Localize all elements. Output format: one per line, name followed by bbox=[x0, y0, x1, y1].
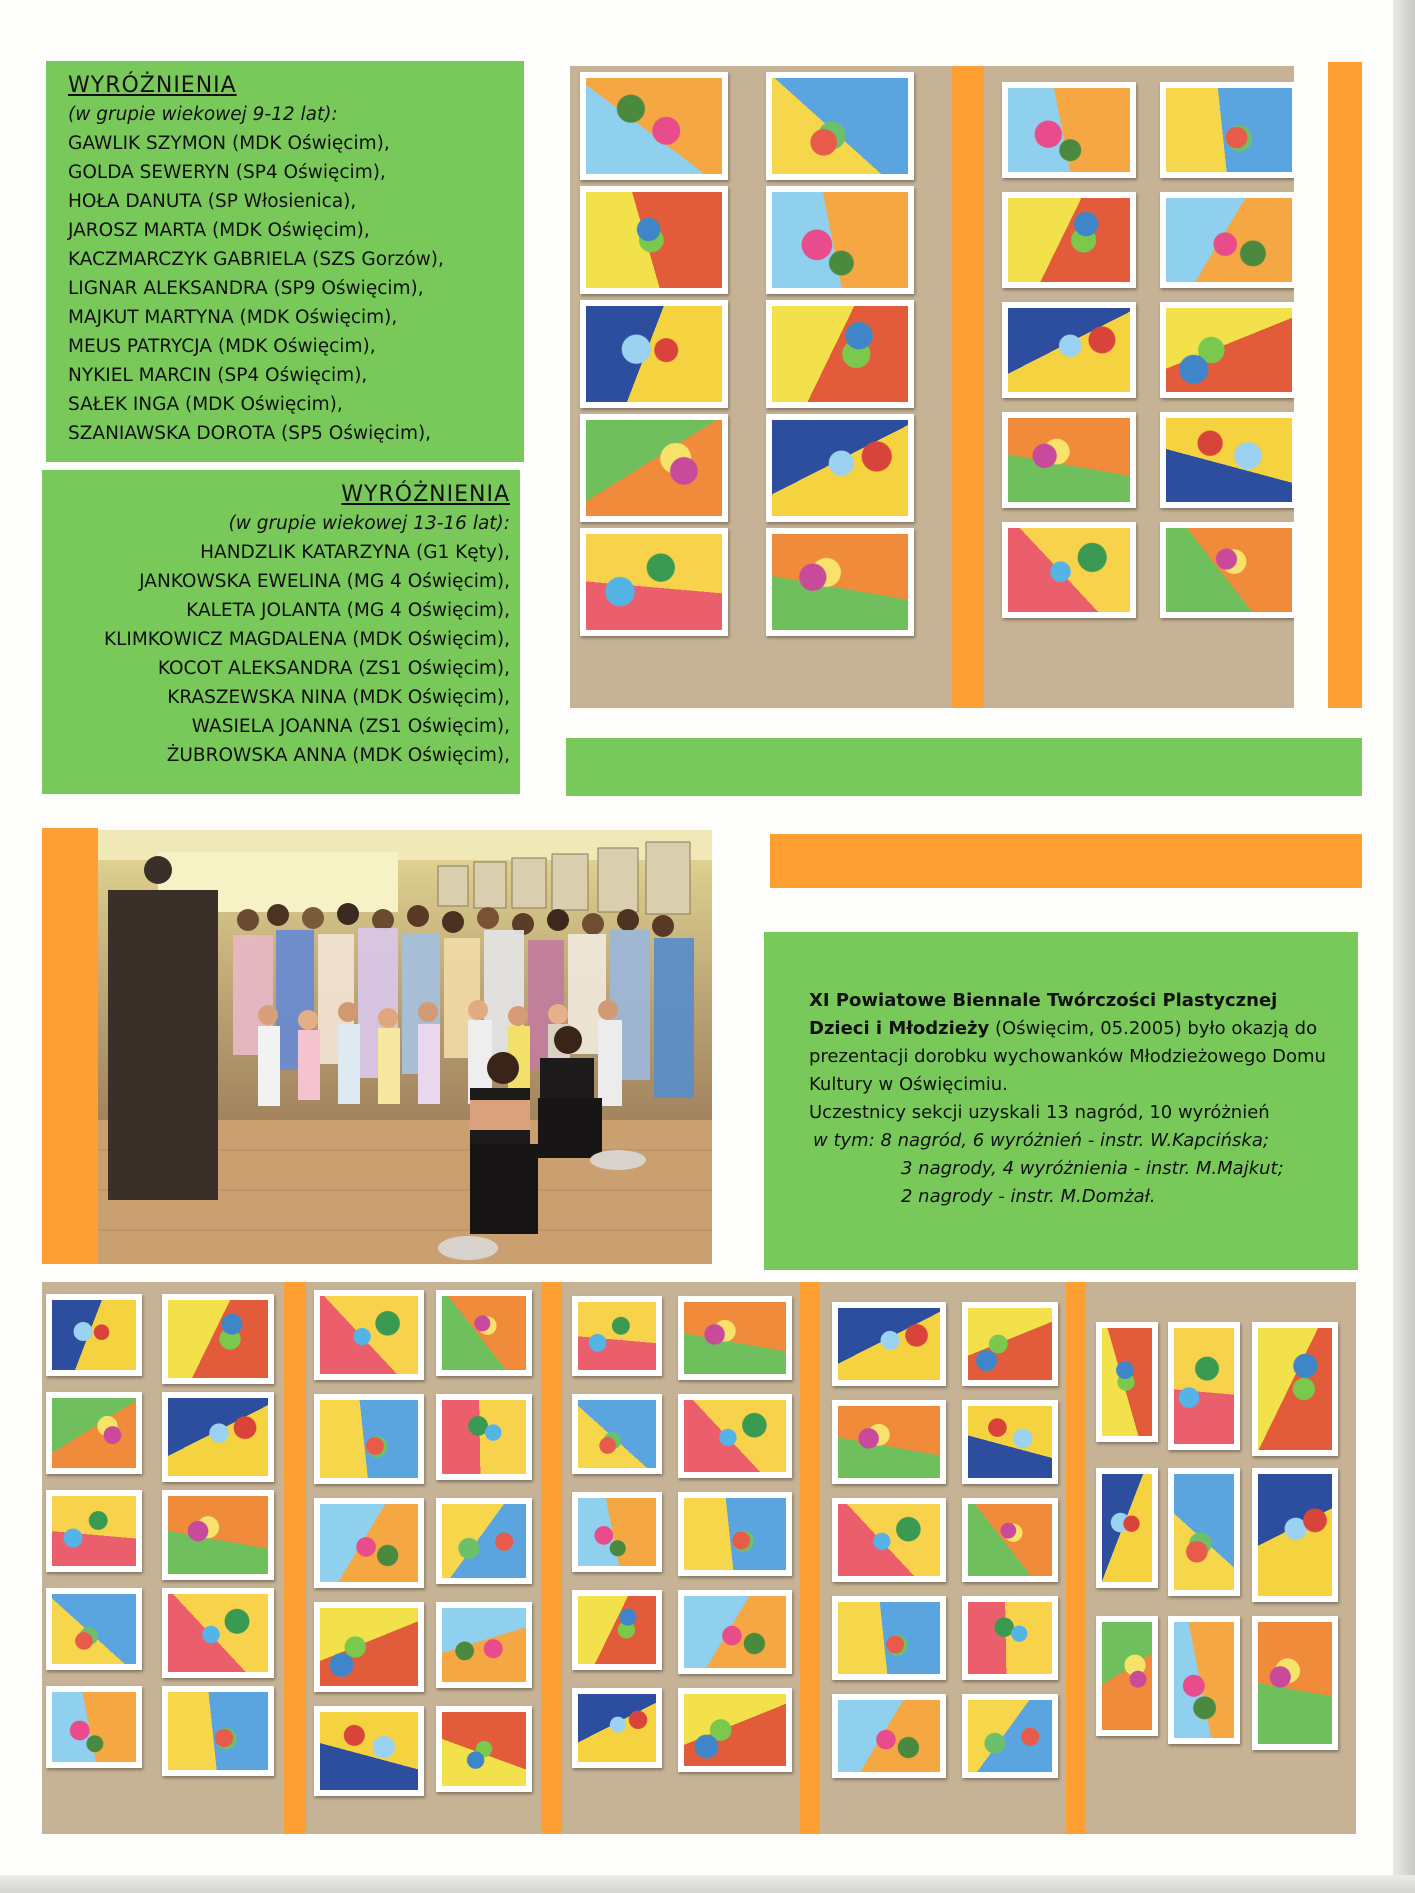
artwork-drawing bbox=[52, 1398, 136, 1468]
artwork-frame bbox=[1002, 522, 1136, 618]
artwork-drawing bbox=[168, 1594, 268, 1672]
artwork-drawing bbox=[442, 1400, 526, 1474]
artwork-frame bbox=[1002, 412, 1136, 508]
artwork-frame bbox=[1160, 82, 1294, 178]
artwork-drawing bbox=[1166, 418, 1292, 502]
artwork-drawing bbox=[838, 1602, 940, 1674]
artwork-frame bbox=[832, 1400, 946, 1484]
artwork-drawing bbox=[968, 1406, 1052, 1478]
artwork-drawing bbox=[1008, 418, 1130, 502]
award-name: KOCOT ALEKSANDRA (ZS1 Oświęcim), bbox=[157, 658, 510, 679]
info-instructor-line: w tym: 8 nagród, 6 wyróżnień - instr. W.Kapcińska; bbox=[813, 1130, 1269, 1151]
info-text: (Oświęcim, 05.2005) było okazją do prezentacji dorobku wychowanków Młodzieżowego Domu Kultury w Oświęcimiu. bbox=[809, 1018, 1326, 1095]
artwork-drawing bbox=[838, 1700, 940, 1772]
orange-bar-mid bbox=[770, 834, 1362, 888]
artwork-drawing bbox=[442, 1504, 526, 1578]
artwork-drawing bbox=[968, 1504, 1052, 1576]
artwork-frame bbox=[580, 186, 728, 294]
artwork-frame bbox=[962, 1302, 1058, 1386]
award-name: GAWLIK SZYMON (MDK Oświęcim), bbox=[68, 133, 390, 154]
award-name: KACZMARCZYK GABRIELA (SZS Gorzów), bbox=[68, 249, 444, 270]
page-edge-shadow bbox=[1393, 0, 1415, 1893]
artwork-frame bbox=[1002, 82, 1136, 178]
artwork-frame bbox=[162, 1588, 274, 1678]
award-name: HOŁA DANUTA (SP Włosienica), bbox=[68, 191, 357, 212]
artwork-frame bbox=[46, 1588, 142, 1670]
awards-panel-9-12 bbox=[46, 61, 524, 462]
award-name: LIGNAR ALEKSANDRA (SP9 Oświęcim), bbox=[68, 278, 424, 299]
artwork-frame bbox=[1160, 302, 1294, 398]
award-name: KALETA JOLANTA (MG 4 Oświęcim), bbox=[186, 600, 510, 621]
artwork-frame bbox=[46, 1392, 142, 1474]
artwork-frame bbox=[580, 300, 728, 408]
artwork-drawing bbox=[772, 534, 908, 630]
artwork-drawing bbox=[320, 1296, 418, 1374]
artwork-drawing bbox=[586, 78, 722, 174]
artwork-drawing bbox=[578, 1694, 656, 1762]
artwork-frame bbox=[314, 1290, 424, 1380]
artwork-frame bbox=[962, 1400, 1058, 1484]
artwork-frame bbox=[962, 1498, 1058, 1582]
artwork-frame bbox=[962, 1596, 1058, 1680]
artwork-drawing bbox=[1008, 88, 1130, 172]
award-name: KLIMKOWICZ MAGDALENA (MDK Oświęcim), bbox=[103, 629, 510, 650]
artwork-drawing bbox=[586, 420, 722, 516]
artwork-drawing bbox=[168, 1692, 268, 1770]
artwork-frame bbox=[766, 300, 914, 408]
artwork-drawing bbox=[1166, 88, 1292, 172]
artwork-frame bbox=[1160, 192, 1294, 288]
artwork-drawing bbox=[1174, 1328, 1234, 1444]
artwork-frame bbox=[314, 1602, 424, 1692]
artwork-frame bbox=[314, 1498, 424, 1588]
artwork-frame bbox=[1002, 302, 1136, 398]
artwork-drawing bbox=[168, 1300, 268, 1378]
artwork-drawing bbox=[442, 1712, 526, 1786]
awards-subheading: (w grupie wiekowej 13-16 lat): bbox=[228, 513, 510, 534]
artwork-drawing bbox=[968, 1602, 1052, 1674]
artwork-frame bbox=[572, 1492, 662, 1572]
artwork-drawing bbox=[838, 1504, 940, 1576]
artwork-frame bbox=[436, 1498, 532, 1584]
artwork-frame bbox=[436, 1706, 532, 1792]
artwork-frame bbox=[1096, 1322, 1158, 1442]
artwork-frame bbox=[1252, 1616, 1338, 1750]
artwork-frame bbox=[678, 1394, 792, 1478]
artwork-drawing bbox=[1102, 1328, 1152, 1436]
artwork-drawing bbox=[1166, 308, 1292, 392]
artwork-frame bbox=[572, 1688, 662, 1768]
artwork-drawing bbox=[1166, 528, 1292, 612]
artwork-frame bbox=[572, 1590, 662, 1670]
artwork-drawing bbox=[578, 1400, 656, 1468]
artwork-frame bbox=[678, 1590, 792, 1674]
artwork-drawing bbox=[772, 306, 908, 402]
artwork-frame bbox=[436, 1290, 532, 1376]
artwork-frame bbox=[678, 1688, 792, 1772]
artwork-frame bbox=[1096, 1468, 1158, 1588]
artwork-frame bbox=[766, 528, 914, 636]
artwork-drawing bbox=[52, 1594, 136, 1664]
artwork-drawing bbox=[320, 1504, 418, 1582]
awards-subheading: (w grupie wiekowej 9-12 lat): bbox=[68, 104, 338, 125]
artwork-frame bbox=[162, 1294, 274, 1384]
artwork-frame bbox=[832, 1302, 946, 1386]
artwork-drawing bbox=[586, 192, 722, 288]
artwork-drawing bbox=[1174, 1474, 1234, 1590]
award-name: NYKIEL MARCIN (SP4 Oświęcim), bbox=[68, 365, 368, 386]
artwork-drawing bbox=[684, 1596, 786, 1668]
orange-bar-right bbox=[1328, 62, 1362, 708]
award-name: MAJKUT MARTYNA (MDK Oświęcim), bbox=[68, 307, 398, 328]
artwork-frame bbox=[572, 1394, 662, 1474]
info-title: XI Powiatowe Biennale Twórczości Plastycznej Dzieci i Młodzieży bbox=[809, 990, 1278, 1039]
artwork-drawing bbox=[1008, 308, 1130, 392]
artwork-drawing bbox=[320, 1712, 418, 1790]
info-instructor-line: 3 nagrody, 4 wyróżnienia - instr. M.Majkut; bbox=[901, 1158, 1284, 1179]
awards-panel-13-16 bbox=[42, 470, 520, 794]
awards-heading: WYRÓŻNIENIA bbox=[341, 482, 510, 507]
award-name: JAROSZ MARTA (MDK Oświęcim), bbox=[68, 220, 370, 241]
artwork-frame bbox=[46, 1294, 142, 1376]
award-name: HANDZLIK KATARZYNA (G1 Kęty), bbox=[200, 542, 510, 563]
artwork-frame bbox=[766, 72, 914, 180]
artwork-drawing bbox=[1174, 1622, 1234, 1738]
artwork-frame bbox=[1096, 1616, 1158, 1736]
orange-post-left bbox=[42, 828, 98, 1264]
artwork-frame bbox=[1252, 1468, 1338, 1602]
artwork-drawing bbox=[578, 1596, 656, 1664]
award-name: ŻUBROWSKA ANNA (MDK Oświęcim), bbox=[166, 745, 510, 766]
exhibition-photo-top bbox=[570, 66, 1294, 708]
artwork-frame bbox=[314, 1394, 424, 1484]
artwork-drawing bbox=[52, 1300, 136, 1370]
artwork-drawing bbox=[52, 1496, 136, 1566]
artwork-drawing bbox=[968, 1308, 1052, 1380]
artwork-frame bbox=[962, 1694, 1058, 1778]
green-strip bbox=[566, 738, 1362, 796]
artwork-drawing bbox=[684, 1302, 786, 1374]
artwork-frame bbox=[678, 1296, 792, 1380]
artwork-drawing bbox=[1008, 198, 1130, 282]
artwork-frame bbox=[46, 1490, 142, 1572]
artwork-drawing bbox=[168, 1398, 268, 1476]
artwork-drawing bbox=[684, 1400, 786, 1472]
artwork-grid bbox=[42, 1282, 1356, 1834]
artwork-frame bbox=[580, 414, 728, 522]
info-results: Uczestnicy sekcji uzyskali 13 nagród, 10 wyróżnień bbox=[809, 1102, 1270, 1123]
artwork-drawing bbox=[320, 1608, 418, 1686]
awards-heading: WYRÓŻNIENIA bbox=[68, 73, 237, 98]
artwork-drawing bbox=[1258, 1474, 1332, 1596]
artwork-drawing bbox=[578, 1302, 656, 1370]
artwork-frame bbox=[832, 1498, 946, 1582]
artwork-frame bbox=[766, 414, 914, 522]
artwork-drawing bbox=[1102, 1622, 1152, 1730]
award-name: GOLDA SEWERYN (SP4 Oświęcim), bbox=[68, 162, 386, 183]
award-name: SAŁEK INGA (MDK Oświęcim), bbox=[68, 394, 343, 415]
artwork-drawing bbox=[586, 534, 722, 630]
artwork-drawing bbox=[1166, 198, 1292, 282]
artwork-frame bbox=[162, 1686, 274, 1776]
artwork-drawing bbox=[1102, 1474, 1152, 1582]
artwork-drawing bbox=[772, 78, 908, 174]
artwork-frame bbox=[1168, 1468, 1240, 1596]
artwork-frame bbox=[580, 72, 728, 180]
artwork-drawing bbox=[1258, 1622, 1332, 1744]
page-bottom-shadow bbox=[0, 1875, 1415, 1893]
artwork-drawing bbox=[684, 1498, 786, 1570]
artwork-drawing bbox=[684, 1694, 786, 1766]
artwork-frame bbox=[162, 1490, 274, 1580]
artwork-frame bbox=[436, 1602, 532, 1688]
artwork-frame bbox=[314, 1706, 424, 1796]
artwork-frame bbox=[832, 1596, 946, 1680]
award-name: SZANIAWSKA DOROTA (SP5 Oświęcim), bbox=[68, 423, 432, 444]
artwork-drawing bbox=[442, 1296, 526, 1370]
info-paragraph bbox=[809, 987, 1338, 1099]
award-name: MEUS PATRYCJA (MDK Oświęcim), bbox=[68, 336, 376, 357]
artwork-drawing bbox=[968, 1700, 1052, 1772]
artwork-frame bbox=[1168, 1616, 1240, 1744]
artwork-frame bbox=[1168, 1322, 1240, 1450]
biennale-info-panel bbox=[764, 932, 1358, 1270]
artwork-grid bbox=[570, 66, 1294, 708]
artwork-drawing bbox=[838, 1406, 940, 1478]
artwork-frame bbox=[46, 1686, 142, 1768]
artwork-frame bbox=[162, 1392, 274, 1482]
award-name: JANKOWSKA EWELINA (MG 4 Oświęcim), bbox=[139, 571, 510, 592]
artwork-drawing bbox=[442, 1608, 526, 1682]
artwork-drawing bbox=[586, 306, 722, 402]
artwork-frame bbox=[766, 186, 914, 294]
event-scene bbox=[98, 830, 712, 1264]
artwork-frame bbox=[832, 1694, 946, 1778]
artwork-drawing bbox=[578, 1498, 656, 1566]
exhibition-photo-bottom bbox=[42, 1282, 1356, 1834]
artwork-drawing bbox=[1008, 528, 1130, 612]
artwork-drawing bbox=[772, 192, 908, 288]
artwork-drawing bbox=[52, 1692, 136, 1762]
artwork-frame bbox=[436, 1394, 532, 1480]
artwork-frame bbox=[1160, 522, 1294, 618]
artwork-frame bbox=[572, 1296, 662, 1376]
artwork-frame bbox=[580, 528, 728, 636]
artwork-drawing bbox=[168, 1496, 268, 1574]
artwork-drawing bbox=[838, 1308, 940, 1380]
info-instructor-line: 2 nagrody - instr. M.Domżał. bbox=[901, 1186, 1156, 1207]
artwork-drawing bbox=[772, 420, 908, 516]
award-name: KRASZEWSKA NINA (MDK Oświęcim), bbox=[167, 687, 510, 708]
artwork-frame bbox=[1002, 192, 1136, 288]
event-audience-photo bbox=[98, 830, 712, 1264]
artwork-frame bbox=[1252, 1322, 1338, 1456]
artwork-frame bbox=[678, 1492, 792, 1576]
artwork-drawing bbox=[1258, 1328, 1332, 1450]
artwork-frame bbox=[1160, 412, 1294, 508]
award-name: WASIELA JOANNA (ZS1 Oświęcim), bbox=[191, 716, 510, 737]
artwork-drawing bbox=[320, 1400, 418, 1478]
